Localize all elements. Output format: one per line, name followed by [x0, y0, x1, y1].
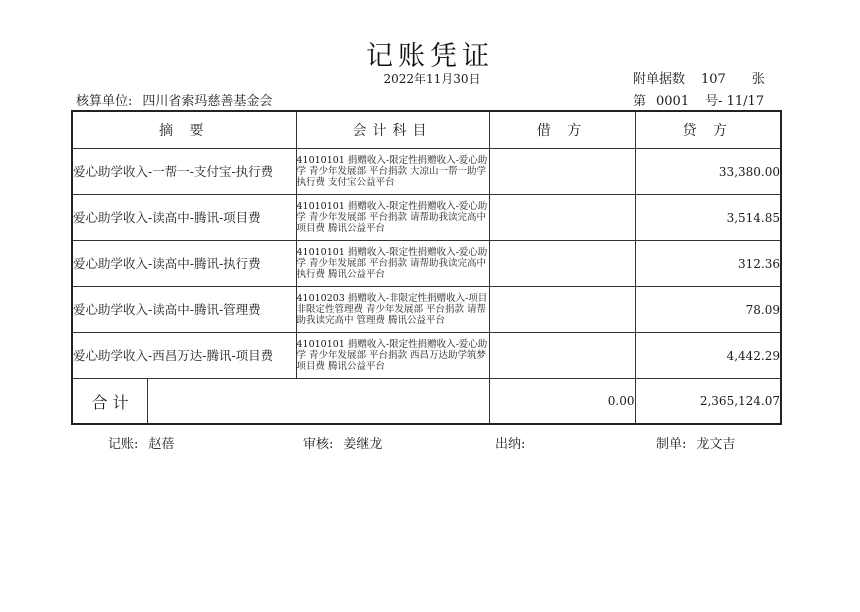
voucher-number-value: 0001: [656, 94, 690, 109]
row-debit: [489, 241, 635, 287]
header-credit: 贷 方: [635, 111, 781, 149]
bookkeeper-name: 赵蓓: [148, 437, 175, 452]
total-label-cell: [72, 379, 489, 425]
row-account: 41010203 捐赠收入-非限定性捐赠收入-项目非限定性管理费 青少年发展部 平台捐款 请帮助我读完高中 管理费 腾讯公益平台: [296, 287, 489, 333]
voucher-date: 2022年11月30日: [383, 72, 481, 86]
total-debit: 0.00: [489, 379, 635, 425]
row-credit: 33,380.00: [635, 149, 781, 195]
row-account: 41010101 捐赠收入-限定性捐赠收入-爱心助学 青少年发展部 平台捐款 请帮助我读完高中 项目费 腾讯公益平台: [296, 195, 489, 241]
row-debit: [489, 195, 635, 241]
header-summary: 摘 要: [72, 111, 296, 149]
row-credit: 312.36: [635, 241, 781, 287]
row-credit: 78.09: [635, 287, 781, 333]
row-debit: [489, 287, 635, 333]
preparer-name: 龙文吉: [696, 437, 736, 452]
row-summary: 爱心助学收入-读高中-腾讯-管理费: [72, 287, 296, 333]
voucher-title: 记账凭证: [366, 41, 494, 72]
total-blank: [148, 379, 489, 423]
preparer-label: 制单:: [656, 437, 687, 452]
footer-cashier: [495, 433, 535, 452]
row-debit: [489, 149, 635, 195]
row-summary: 爱心助学收入-读高中-腾讯-执行费: [72, 241, 296, 287]
footer-reviewer: [303, 433, 382, 452]
table-row: [72, 149, 781, 195]
table-row: [72, 241, 781, 287]
table-header-row: [72, 111, 781, 149]
bookkeeper-label: 记账:: [108, 437, 139, 452]
header-account: 会计科目: [296, 111, 489, 149]
row-account: 41010101 捐赠收入-限定性捐赠收入-爱心助学 青少年发展部 平台捐款 请帮助我读完高中 执行费 腾讯公益平台: [296, 241, 489, 287]
total-row: [72, 379, 781, 425]
table-row: [72, 333, 781, 379]
table-row: [72, 195, 781, 241]
attachment-label: 附单据数: [633, 72, 686, 87]
accounting-unit-name: 四川省索玛慈善基金会: [142, 94, 273, 109]
header-debit: 借 方: [489, 111, 635, 149]
accounting-unit: [76, 90, 272, 109]
footer-bookkeeper: [108, 433, 174, 452]
row-credit: 3,514.85: [635, 195, 781, 241]
table-row: [72, 287, 781, 333]
row-credit: 4,442.29: [635, 333, 781, 379]
row-summary: 爱心助学收入-西昌万达-腾讯-项目费: [72, 333, 296, 379]
attachment-number: 107: [701, 72, 726, 87]
attachment-count: [633, 68, 765, 87]
voucher-number-suffix: 号- 11/17: [705, 94, 765, 109]
total-label: 合 计: [73, 379, 148, 423]
row-account: 41010101 捐赠收入-限定性捐赠收入-爱心助学 青少年发展部 平台捐款 大凉山一帮一助学 执行费 支付宝公益平台: [296, 149, 489, 195]
voucher-number-prefix: 第: [633, 94, 647, 109]
reviewer-name: 姜继龙: [343, 437, 383, 452]
voucher-number: [633, 90, 764, 109]
total-credit: 2,365,124.07: [635, 379, 781, 425]
row-account: 41010101 捐赠收入-限定性捐赠收入-爱心助学 青少年发展部 平台捐款 西昌万达助学筑梦 项目费 腾讯公益平台: [296, 333, 489, 379]
cashier-label: 出纳:: [495, 437, 526, 452]
accounting-unit-label: 核算单位:: [76, 94, 133, 109]
reviewer-label: 审核:: [303, 437, 334, 452]
footer-preparer: [656, 433, 735, 452]
row-summary: 爱心助学收入-读高中-腾讯-项目费: [72, 195, 296, 241]
attachment-unit: 张: [751, 72, 765, 87]
row-debit: [489, 333, 635, 379]
row-summary: 爱心助学收入-一帮一-支付宝-执行费: [72, 149, 296, 195]
voucher-table: [71, 110, 782, 425]
